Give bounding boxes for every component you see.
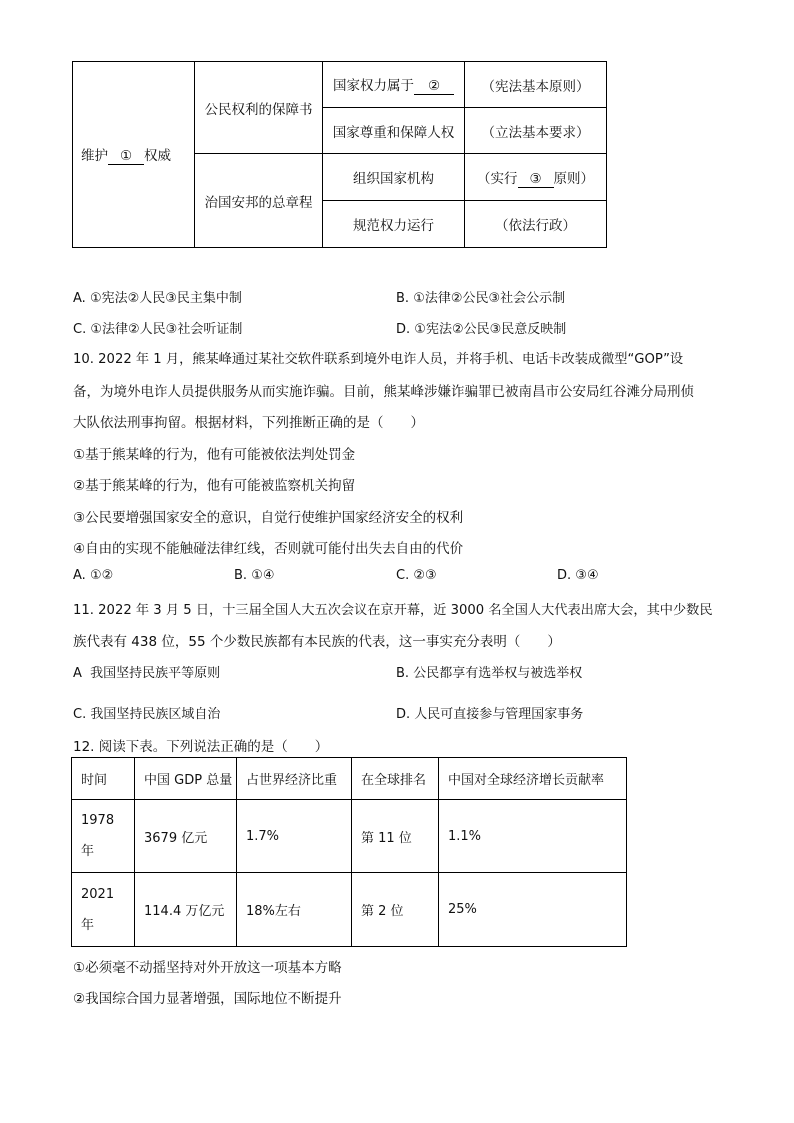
constitution-table	[72, 61, 607, 248]
q10-stem-line: 备，为境外电诈人员提供服务从而实施诈骗。目前，熊某峰涉嫌诈骗罪已被南昌市公安局红谷滩分局刑侦	[73, 384, 694, 400]
q12-statement: ②我国综合国力显著增强，国际地位不断提升	[73, 991, 342, 1007]
q11-stem-line: 11. 2022 年 3 月 5 日，十三届全国人大五次会议在京开幕，近 3000 名全国人大代表出席大会，其中少数民	[73, 603, 713, 618]
header-cell: 占世界经济比重	[237, 758, 352, 800]
principle-cell: （实行 ③ 原则）	[465, 154, 607, 201]
content-cell: 组织国家机构	[323, 154, 465, 201]
content-cell: 规范权力运行	[323, 201, 465, 248]
header-cell: 中国对全球经济增长贡献率	[439, 758, 627, 800]
year-cell: 2021 年	[72, 873, 135, 947]
q9-option-c: C. ①法律②人民③社会听证制	[73, 322, 243, 337]
q11-option-a: A 我国坚持民族平等原则	[73, 666, 221, 681]
gdp-table	[71, 757, 627, 947]
q10-statement: ②基于熊某峰的行为，他有可能被监察机关拘留	[73, 478, 356, 494]
gdp-cell: 114.4 万亿元	[135, 873, 237, 947]
q12-statement: ①必须毫不动摇坚持对外开放这一项基本方略	[73, 960, 342, 976]
header-cell: 在全球排名	[352, 758, 439, 800]
share-cell: 1.7%	[237, 800, 352, 873]
q11-stem-line: 族代表有 438 位，55 个少数民族都有本民族的代表，这一事实充分表明（ ）	[73, 634, 561, 650]
q10-option-b: B. ①④	[234, 568, 275, 583]
q10-option-d: D. ③④	[557, 568, 599, 583]
contrib-cell: 1.1%	[439, 800, 627, 873]
q12-stem: 12. 阅读下表。下列说法正确的是（ ）	[73, 739, 329, 755]
share-cell: 18%左右	[237, 873, 352, 947]
group-label: 公民权利的保障书	[195, 62, 323, 154]
group-label: 治国安邦的总章程	[195, 154, 323, 248]
q11-option-c: C. 我国坚持民族区域自治	[73, 707, 221, 722]
q10-statement: ④自由的实现不能触碰法律红线，否则就可能付出失去自由的代价	[73, 541, 464, 557]
gdp-cell: 3679 亿元	[135, 800, 237, 873]
content-cell: 国家尊重和保障人权	[323, 108, 465, 154]
q9-option-a: A. ①宪法②人民③民主集中制	[73, 291, 242, 306]
blank-3: ③	[518, 171, 554, 188]
principle-cell: （依法行政）	[465, 201, 607, 248]
header-cell: 时间	[72, 758, 135, 800]
principle-cell: （宪法基本原则）	[465, 62, 607, 108]
blank-2: ②	[414, 78, 454, 95]
q11-option-d: D. 人民可直接参与管理国家事务	[396, 707, 584, 722]
rank-cell: 第 11 位	[352, 800, 439, 873]
contrib-cell: 25%	[439, 873, 627, 947]
q9-option-d: D. ①宪法②公民③民意反映制	[396, 322, 567, 337]
q10-statement: ①基于熊某峰的行为，他有可能被依法判处罚金	[73, 447, 356, 463]
q10-statement: ③公民要增强国家安全的意识，自觉行使维护国家经济安全的权利	[73, 510, 464, 526]
q11-option-b: B. 公民都享有选举权与被选举权	[396, 666, 583, 681]
q10-stem-line: 10. 2022 年 1 月，熊某峰通过某社交软件联系到境外电诈人员，并将手机、电话卡改装成微型“GOP”设	[73, 352, 684, 367]
left-cell: 维护 ① 权威	[73, 62, 195, 248]
blank-1: ①	[108, 148, 144, 165]
principle-cell: （立法基本要求）	[465, 108, 607, 154]
year-cell: 1978 年	[72, 800, 135, 873]
content-cell: 国家权力属于 ②	[323, 62, 465, 108]
q9-option-b: B. ①法律②公民③社会公示制	[396, 291, 566, 306]
rank-cell: 第 2 位	[352, 873, 439, 947]
q10-stem-line: 大队依法刑事拘留。根据材料，下列推断正确的是（ ）	[73, 415, 424, 431]
header-cell: 中国 GDP 总量	[135, 758, 237, 800]
q10-option-a: A. ①②	[73, 568, 114, 583]
q10-option-c: C. ②③	[396, 568, 437, 583]
